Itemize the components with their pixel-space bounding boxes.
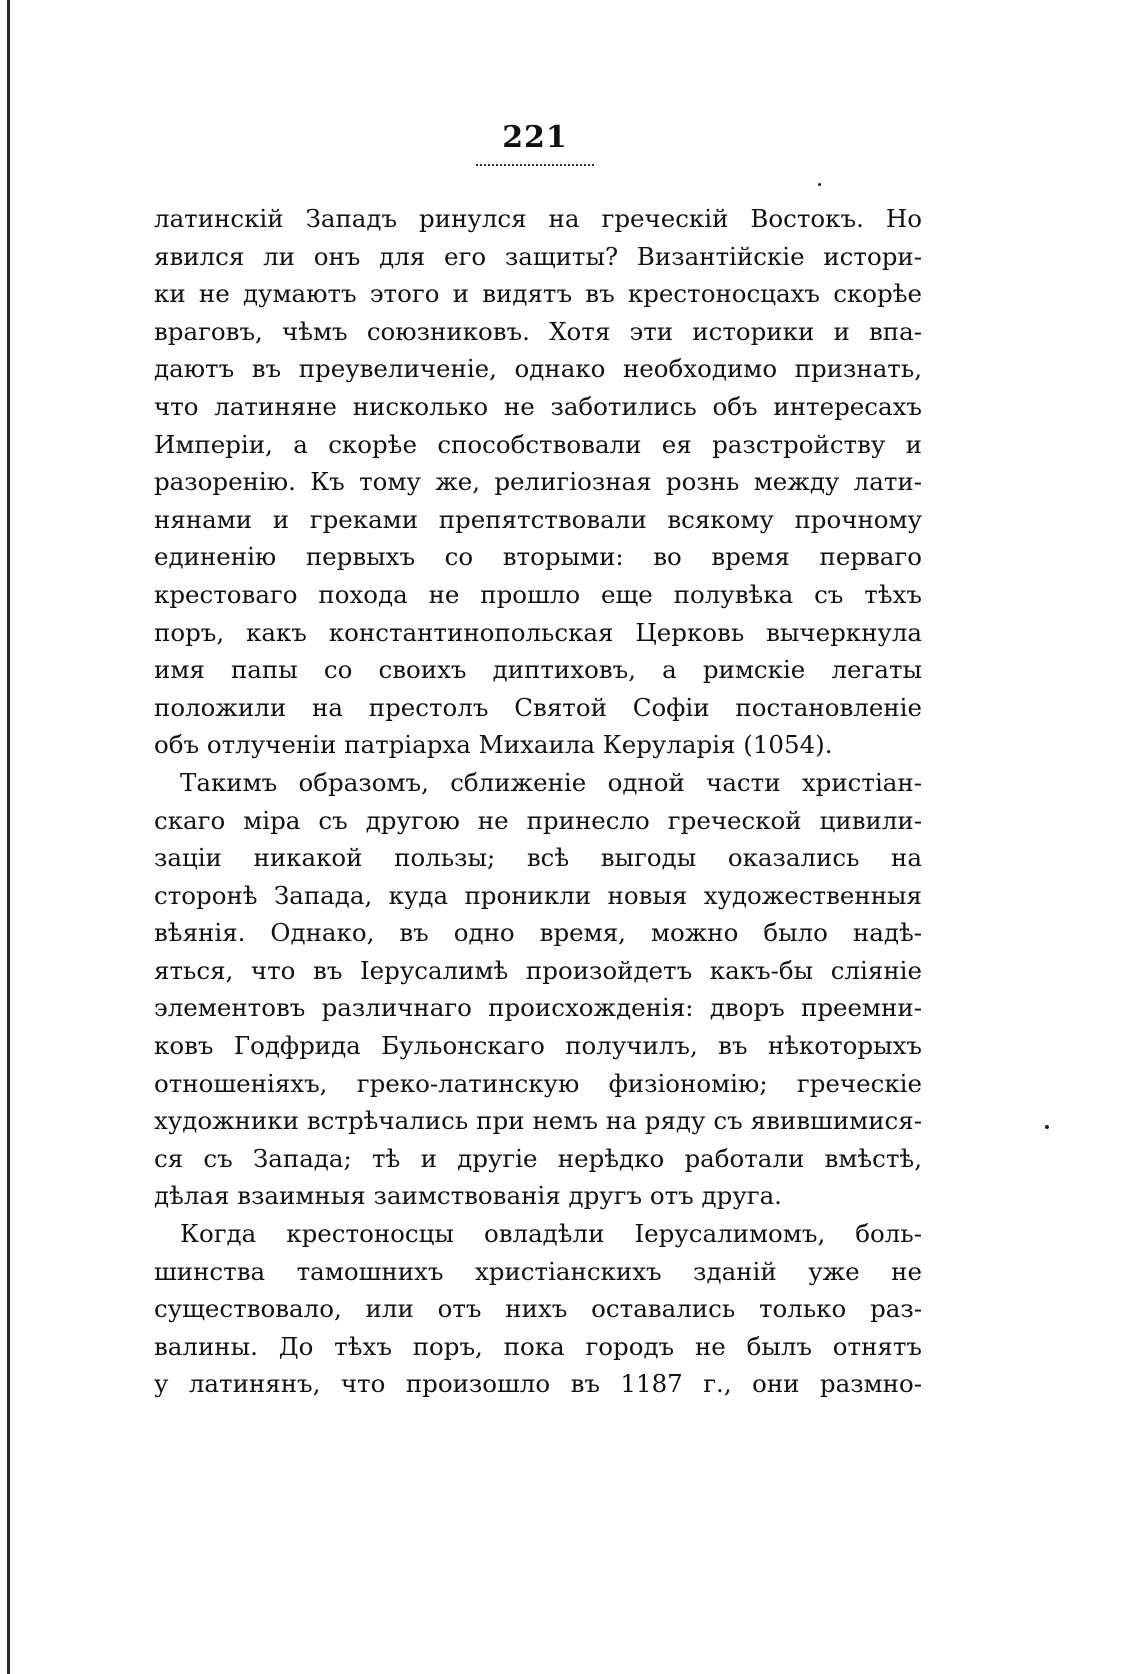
text-line: существовало, или отъ нихъ оставались только раз- xyxy=(154,1294,922,1324)
text-line: Имперіи, а скорѣе способствовали ея разстройству и xyxy=(154,429,922,459)
text-line: положили на престолъ Святой Софіи постановленіе xyxy=(154,692,922,722)
text-line: разоренію. Къ тому же, религіозная рознь между лати- xyxy=(154,467,922,497)
text-line: Когда крестоносцы овладѣли Іерусалимомъ, боль- xyxy=(180,1219,922,1249)
page-edge-line xyxy=(7,0,10,1674)
text-line: у латинянъ, что произошло въ 1187 г., они размно- xyxy=(154,1369,922,1399)
text-line: заціи никакой пользы; всѣ выгоды оказались на xyxy=(154,843,922,873)
paragraph xyxy=(154,764,922,1215)
text-line: ковъ Годфрида Бульонскаго получилъ, въ нѣкоторыхъ xyxy=(154,1031,922,1061)
text-line: имя папы со своихъ диптиховъ, а римскіе легаты xyxy=(154,655,922,685)
text-line: даютъ въ преувеличеніе, однако необходимо признать, xyxy=(154,354,922,384)
text-line: отношеніяхъ, греко-латинскую физіономію; греческіе xyxy=(154,1068,922,1098)
text-line: враговъ, чѣмъ союзниковъ. Хотя эти историки и впа- xyxy=(154,316,922,346)
text-line: Такимъ образомъ, сближеніе одной части христіан- xyxy=(180,767,922,797)
text-line: художники встрѣчались при немъ на ряду съ явившимися- xyxy=(154,1106,922,1136)
page-header xyxy=(470,118,600,166)
ink-speck xyxy=(818,183,821,186)
ink-speck xyxy=(1045,1125,1049,1129)
text-line: шинства тамошнихъ христіанскихъ зданій уже не xyxy=(154,1256,922,1286)
text-line: сторонѣ Запада, куда проникли новыя художественныя xyxy=(154,880,922,910)
text-line: дѣлая взаимныя заимствованія другъ отъ друга. xyxy=(154,1181,782,1211)
text-line: объ отлученіи патріарха Михаила Керуларія (1054). xyxy=(154,730,833,760)
text-line: явился ли онъ для его защиты? Византійскіе истори- xyxy=(154,241,922,271)
text-line: яться, что въ Іерусалимѣ произойдетъ какъ-бы сліяніе xyxy=(154,955,922,985)
text-line: поръ, какъ константинопольская Церковь вычеркнула xyxy=(154,617,922,647)
text-line: валины. До тѣхъ поръ, пока городъ не былъ отнятъ xyxy=(154,1331,922,1361)
text-line: единенію первыхъ со вторыми: во время перваго xyxy=(154,542,922,572)
paragraph xyxy=(154,200,922,764)
text-line: латинскій Западъ ринулся на греческій Востокъ. Но xyxy=(154,204,922,233)
text-line: скаго міра съ другою не принесло греческой цивили- xyxy=(154,805,922,835)
page-number: 221 xyxy=(502,120,568,155)
text-line: элементовъ различнаго происхожденія: дворъ преемни- xyxy=(154,993,922,1023)
text-line: ки не думаютъ этого и видятъ въ крестоносцахъ скорѣе xyxy=(154,279,922,309)
text-line: вѣянія. Однако, въ одно время, можно было надѣ- xyxy=(154,918,922,948)
text-line: крестоваго похода не прошло еще полувѣка съ тѣхъ xyxy=(154,579,922,609)
text-line: ся съ Запада; тѣ и другіе нерѣдко работали вмѣстѣ, xyxy=(154,1143,922,1173)
header-rule xyxy=(476,164,594,166)
text-line: нянами и греками препятствовали всякому прочному xyxy=(154,504,922,534)
text-line: что латиняне нисколько не заботились объ интересахъ xyxy=(154,391,922,421)
paragraph xyxy=(154,1215,922,1403)
body-text xyxy=(154,200,922,1403)
